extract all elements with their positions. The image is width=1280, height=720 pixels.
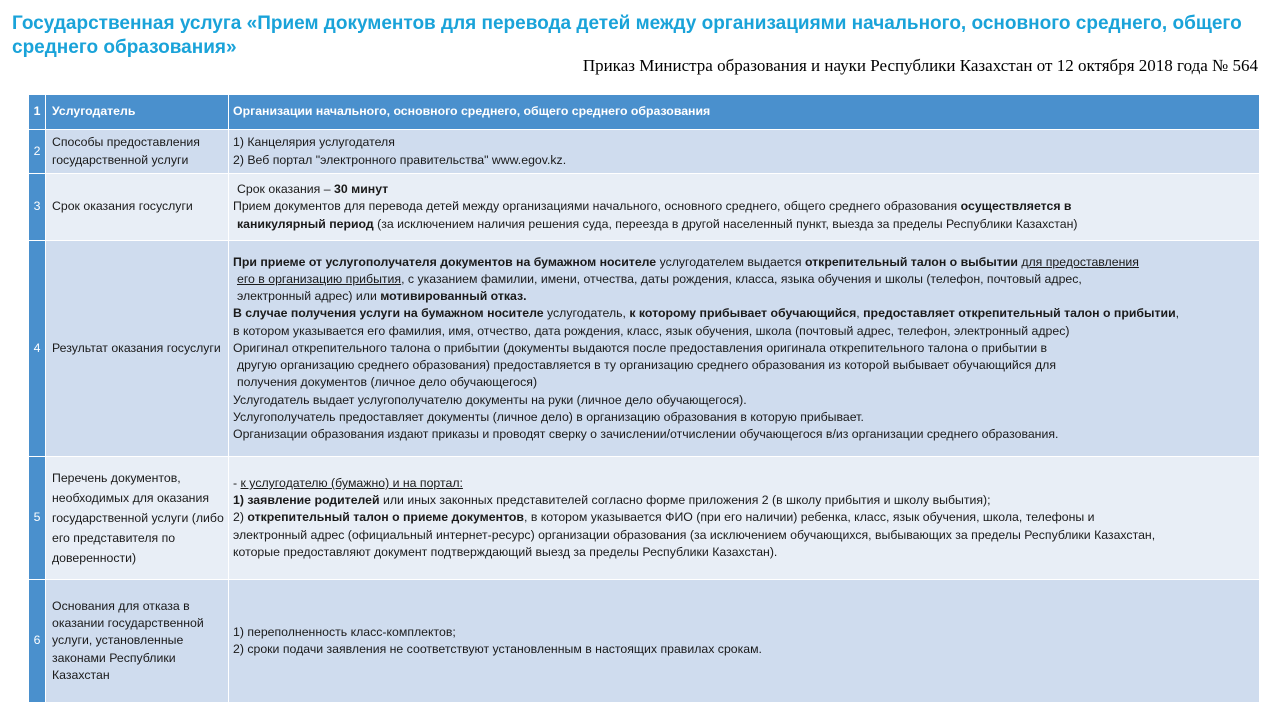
text-line: Услугополучатель предоставляет документы (личное дело) в организацию образования в которую прибывает. [233, 409, 864, 424]
row-number: 2 [29, 130, 46, 174]
row-value [229, 457, 1260, 580]
text-line: в котором указывается его фамилия, имя, отчество, дата рождения, класс, язык обучения, школа (почтовый адрес, телефон, электронный адрес) [233, 323, 1070, 338]
text-line: - к услугодателю (бумажно) и на портал: [233, 475, 463, 490]
row-value: Организации начального, основного среднего, общего среднего образования [229, 95, 1260, 130]
row-number: 4 [29, 241, 46, 457]
row-value [229, 130, 1260, 174]
text-line: При приеме от услугополучателя документов на бумажном носителе услугодателем выдается открепительный талон о выбытии для предоставления [233, 254, 1139, 269]
text-line: Срок оказания – 30 минут [237, 182, 389, 197]
table-row [29, 457, 1260, 580]
table-row [29, 580, 1260, 703]
text-line: получения документов (личное дело обучающегося) [237, 375, 538, 390]
text-line: Услугодатель выдает услугополучателю документы на руки (личное дело обучающегося). [233, 392, 747, 407]
text-line: 2) сроки подачи заявления не соответствуют установленным в настоящих правилах срокам. [233, 642, 762, 656]
order-reference: Приказ Министра образования и науки Республики Казахстан от 12 октября 2018 года № 564 [582, 56, 1258, 75]
text-line: 2) Веб портал "электронного правительства" www.egov.kz. [233, 152, 567, 167]
text-line: электронный адрес (официальный интернет-ресурс) организации образования (за исключением обучающихся, выбывающих за пределы Республики Казахстан, [233, 527, 1156, 542]
text-line: 1) заявление родителей или иных законных представителей согласно форме приложения 2 (в школу прибытия и школу выбытия); [233, 493, 991, 508]
text-line: каникулярный период (за исключением наличия решения суда, переезда в другой населенный пункт, выезда за пределы Республики Казахстан) [237, 216, 1078, 231]
text-line: электронный адрес) или мотивированный отказ. [237, 289, 527, 304]
text-line: 2) открепительный талон о приеме документов, в котором указывается ФИО (при его наличии) ребенка, класс, язык обучения, школа, телефоны и [233, 510, 1095, 525]
row-value [229, 580, 1260, 703]
row-value [229, 174, 1260, 241]
table-row [29, 241, 1260, 457]
page-title: Государственная услуга «Прием документов для перевода детей между организациями начального, основного среднего, общего среднего образования» [12, 13, 1242, 58]
row-label: Услугодатель [46, 95, 229, 130]
text-line: В случае получения услуги на бумажном носителе услугодатель, к которому прибывает обучающийся, предоставляет открепительный талон о прибытии, [233, 306, 1180, 321]
table-row [29, 95, 1260, 130]
text-line: другую организацию среднего образования) предоставляется в ту организацию среднего образования из которой выбывает обучающийся для [237, 358, 1057, 373]
table-row [29, 174, 1260, 241]
row-number: 1 [29, 95, 46, 130]
row-label: Срок оказания госуслуги [46, 174, 229, 241]
row-label: Перечень документов, необходимых для оказания государственной услуги (либо его представителя по доверенности) [46, 457, 229, 580]
table-row [29, 130, 1260, 174]
row-label: Основания для отказа в оказании государственной услуги, установленные законами Республики Казахстан [46, 580, 229, 703]
text-line: Оригинал открепительного талона о прибытии (документы выдаются после предоставления оригинала открепительного талона о прибытии в [233, 340, 1048, 355]
text-line: его в организацию прибытия, с указанием фамилии, имени, отчества, даты рождения, класса, языка обучения и школы (телефон, почтовый адрес, [237, 272, 1082, 287]
row-label: Способы предоставления государственной услуги [46, 130, 229, 174]
row-number: 6 [29, 580, 46, 703]
row-label: Результат оказания госуслуги [46, 241, 229, 457]
text-line: Прием документов для перевода детей между организациями начального, основного среднего, общего среднего образования осуществляется в [233, 199, 1072, 214]
row-number: 3 [29, 174, 46, 241]
text-line: которые предоставляют документ подтверждающий выезд за пределы Республики Казахстан). [233, 544, 778, 559]
row-value [229, 241, 1260, 457]
text-line: 1) переполненность класс-комплектов; [233, 624, 456, 639]
row-number: 5 [29, 457, 46, 580]
text-line: 1) Канцелярия услугодателя [233, 135, 395, 150]
service-table [28, 94, 1260, 703]
text-line: Организации образования издают приказы и проводят сверку о зачислении/отчислении обучающегося в/из организации среднего образования. [233, 426, 1059, 441]
